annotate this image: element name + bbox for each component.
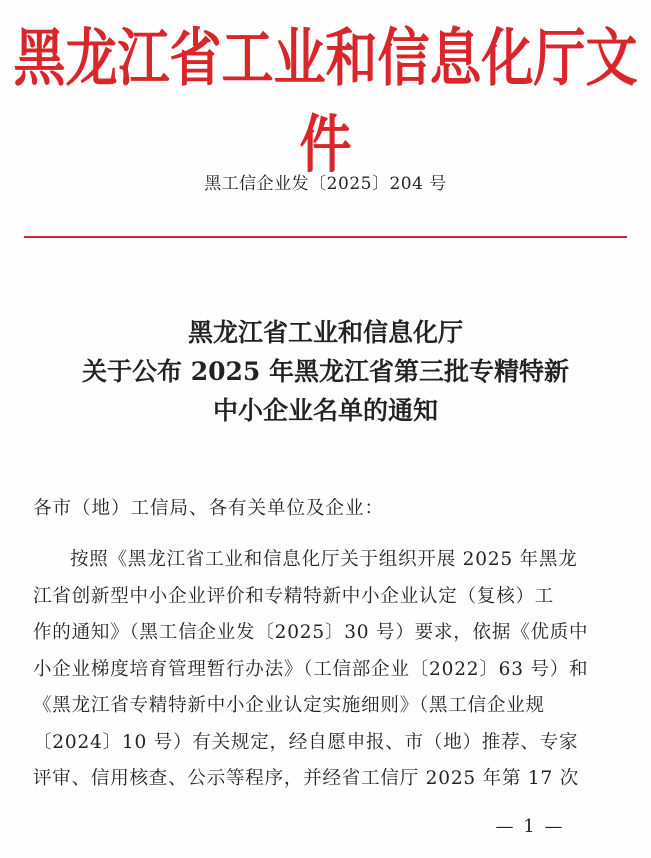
body-paragraph (33, 542, 621, 798)
masthead-title: 黑龙江省工业和信息化厅文件 (13, 23, 638, 182)
title-line-2: 关于公布 2025 年黑龙江省第三批专精特新 (82, 357, 569, 386)
document-number: 黑工信企业发〔2025〕204 号 (204, 174, 447, 194)
body-line: 《黑龙江省专精特新中小企业认定实施细则》（黑工信企业规 (33, 695, 545, 716)
body-line: 评审、信用核查、公示等程序，并经省工信厅 2025 年第 17 次 (33, 768, 580, 789)
title-line-1: 黑龙江省工业和信息化厅 (187, 318, 463, 347)
salutation: 各市（地）工信局、各有关单位及企业： (33, 498, 385, 519)
notice-title (0, 313, 651, 430)
title-line-3: 中小企业名单的通知 (212, 396, 438, 425)
body-line: 小企业梯度培育管理暂行办法》（工信部企业〔2022〕63 号）和 (33, 658, 589, 680)
body-line: 江省创新型中小企业评价和专精特新中小企业认定（复核）工 (33, 585, 555, 607)
body-line: 作的通知》（黑工信企业发〔2025〕30 号）要求，依据《优质中 (33, 622, 589, 643)
red-divider-line (24, 236, 627, 238)
body-line: 〔2024〕10 号）有关规定，经自愿申报、市（地）推荐、专家 (33, 731, 579, 753)
body-line: 按照《黑龙江省工业和信息化厅关于组织开展 2025 年黑龙 (70, 549, 578, 570)
page-number: — 1 — (495, 816, 565, 837)
